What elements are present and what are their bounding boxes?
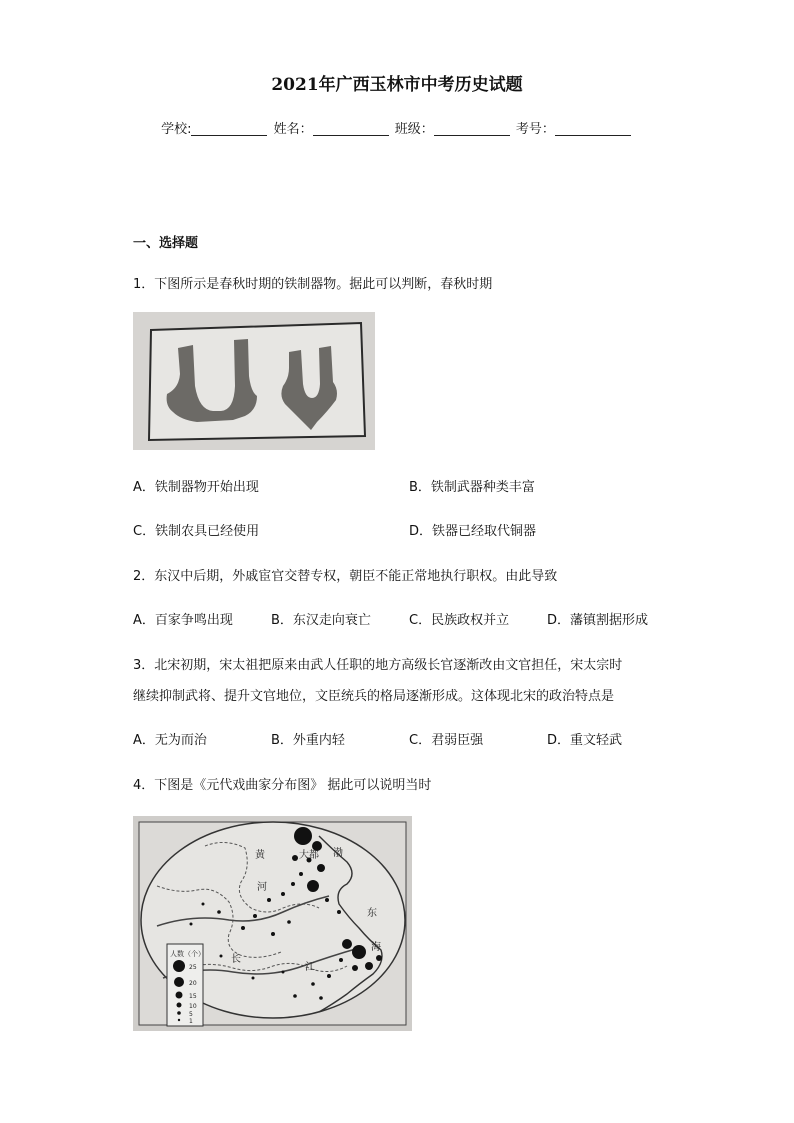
- map-label-chang: 长: [231, 954, 241, 965]
- exam-number-blank[interactable]: [555, 121, 631, 136]
- question-3-option-c[interactable]: C．君弱臣强: [409, 733, 484, 748]
- question-2-option-b[interactable]: B．东汉走向衰亡: [271, 613, 371, 628]
- question-1-option-a[interactable]: A．铁制器物开始出现: [133, 480, 259, 495]
- map-svg: [133, 816, 412, 1031]
- question-2-option-a[interactable]: A．百家争鸣出现: [133, 613, 233, 628]
- question-1-stem: 1．下图所示是春秋时期的铁制器物。据此可以判断，春秋时期: [133, 277, 493, 292]
- question-1-option-b[interactable]: B．铁制武器种类丰富: [409, 480, 535, 495]
- school-blank[interactable]: [191, 121, 267, 136]
- question-4-stem: 4．下图是《元代戏曲家分布图》 据此可以说明当时: [133, 778, 432, 793]
- yuan-dramatist-map: [133, 816, 412, 1031]
- iron-tools-illustration: [133, 312, 375, 450]
- map-legend-10: 10: [189, 1003, 197, 1010]
- question-3-option-b[interactable]: B．外重内轻: [271, 733, 345, 748]
- map-label-bo: 渤: [333, 848, 343, 859]
- map-legend-20: 20: [189, 980, 197, 987]
- map-legend-5: 5: [189, 1011, 193, 1018]
- question-3-stem-line-1: 3．北宋初期，宋太祖把原来由武人任职的地方高级长官逐渐改由文官担任，宋太宗时: [133, 658, 623, 673]
- map-legend-1: 1: [189, 1018, 193, 1025]
- map-label-dong: 东: [367, 908, 377, 919]
- question-3-stem-line-2: 继续抑制武将、提升文官地位，文臣统兵的格局逐渐形成。这体现北宋的政治特点是: [133, 689, 615, 704]
- map-label-he: 河: [257, 882, 267, 893]
- map-label-huang: 黄: [255, 850, 265, 861]
- question-1-option-c[interactable]: C．铁制农具已经使用: [133, 524, 260, 539]
- iron-tools-figure: [133, 312, 375, 450]
- student-info-line: [0, 118, 794, 137]
- map-legend-title: 人数（个）: [170, 950, 205, 958]
- question-3-option-a[interactable]: A．无为而治: [133, 733, 207, 748]
- school-label: 学校:: [161, 122, 192, 137]
- question-3-option-d[interactable]: D．重文轻武: [547, 733, 623, 748]
- question-2-stem: 2．东汉中后期，外戚宦官交替专权，朝臣不能正常地执行职权。由此导致: [133, 569, 558, 584]
- exam-number-label: 考号：: [515, 122, 555, 137]
- name-label: 姓名：: [273, 122, 313, 137]
- page-title: 2021年广西玉林市中考历史试题: [271, 75, 523, 95]
- map-label-hai: 海: [371, 942, 381, 953]
- name-blank[interactable]: [313, 121, 389, 136]
- section-title: 一、选择题: [133, 236, 199, 251]
- class-blank[interactable]: [434, 121, 510, 136]
- map-label-dadu: 大都: [299, 850, 319, 861]
- question-2-option-d[interactable]: D．藩镇割据形成: [547, 613, 649, 628]
- map-label-jiang: 江: [305, 962, 315, 973]
- question-2-option-c[interactable]: C．民族政权并立: [409, 613, 510, 628]
- class-label: 班级：: [394, 122, 434, 137]
- map-legend-25: 25: [189, 964, 197, 971]
- map-legend-15: 15: [189, 993, 197, 1000]
- question-1-option-d[interactable]: D．铁器已经取代铜器: [409, 524, 537, 539]
